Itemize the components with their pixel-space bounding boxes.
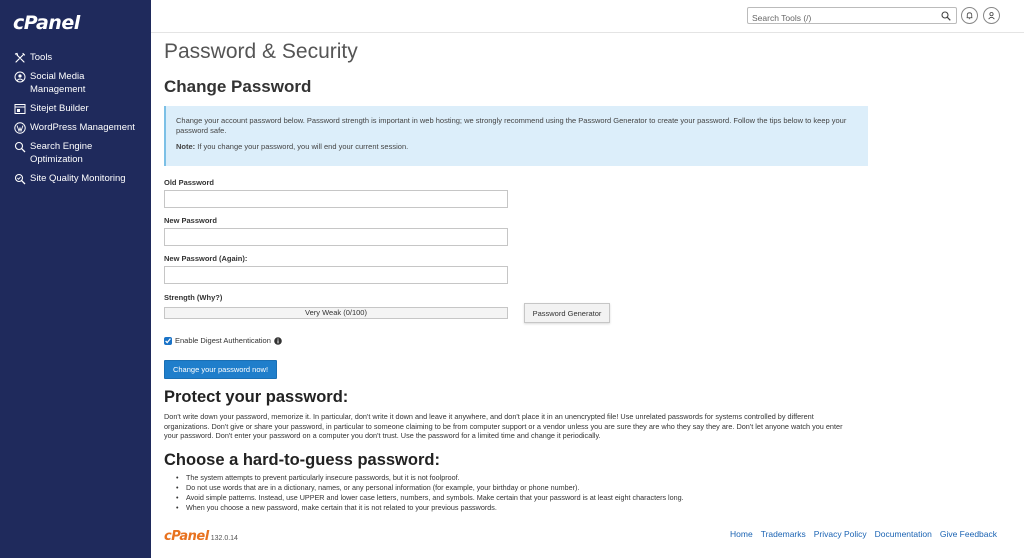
section-title: Change Password xyxy=(164,77,312,96)
user-icon xyxy=(987,11,996,20)
new-password-field[interactable] xyxy=(164,228,508,246)
footer-link-trademarks[interactable]: Trademarks xyxy=(760,529,806,539)
site-quality-icon xyxy=(14,173,26,185)
strength-meter xyxy=(164,307,508,319)
note-text: If you change your password, you will end your current session. xyxy=(195,142,409,151)
tools-icon xyxy=(14,52,26,64)
sidebar-item-seo[interactable] xyxy=(0,137,151,169)
sidebar-item-label: Tools xyxy=(30,52,53,63)
search-box xyxy=(747,7,957,24)
digest-auth-option xyxy=(164,336,282,345)
strength-label[interactable]: Strength (Why?) xyxy=(164,293,223,302)
sitejet-icon xyxy=(14,103,26,115)
choose-heading: Choose a hard-to-guess password: xyxy=(164,451,440,469)
tips-list xyxy=(176,473,866,513)
password-generator-button[interactable]: Password Generator xyxy=(524,303,610,323)
user-menu-button[interactable] xyxy=(983,7,1000,24)
footer-link-privacy-policy[interactable]: Privacy Policy xyxy=(813,529,867,539)
new-password-label: New Password xyxy=(164,216,217,225)
bell-icon xyxy=(965,11,974,20)
digest-auth-checkbox[interactable] xyxy=(164,337,172,345)
new-password-again-label: New Password (Again): xyxy=(164,254,248,263)
sidebar-item-social-media[interactable] xyxy=(0,67,151,99)
strength-text: Very Weak (0/100) xyxy=(305,308,367,317)
sidebar-item-sitejet[interactable] xyxy=(0,99,151,118)
version-number: 132.0.14 xyxy=(210,535,238,542)
sidebar-item-tools[interactable] xyxy=(0,48,151,67)
sidebar xyxy=(0,0,151,558)
sidebar-item-label: Social Media Management xyxy=(30,71,86,95)
footer-logo xyxy=(164,529,238,544)
change-password-button[interactable]: Change your password now! xyxy=(164,360,277,379)
page-title: Password & Security xyxy=(164,40,358,63)
info-note xyxy=(176,142,858,152)
sidebar-item-label: Search Engine Optimization xyxy=(30,141,93,165)
sidebar-item-site-quality[interactable] xyxy=(0,169,151,188)
protect-text: Don't write down your password, memorize it. In particular, don't write it down and leave it anywhere, and don't place it in an unencrypted file! Use unrelated passwords for systems controlled by different organizations. Don't give or share your password, in particular to someone claiming to be from computer support or a vendor unless you are sure they are who they say they are. Don't let anyone watch you enter your password. Don't enter your password on a computer you don't trust. Use the password for a limited time and change it periodically. xyxy=(164,412,843,440)
cpanel-logo[interactable]: cPanel xyxy=(13,12,80,34)
info-callout xyxy=(164,106,868,166)
list-item: • Do not use words that are in a dictionary, names, or any personal information (for example, your birthday or phone number). xyxy=(176,483,866,493)
footer-link-documentation[interactable]: Documentation xyxy=(874,529,932,539)
social-media-icon xyxy=(14,71,26,83)
search-icon[interactable] xyxy=(941,11,951,21)
list-item: • Avoid simple patterns. Instead, use UPPER and lower case letters, numbers, and symbols. Make certain that your password is at least eight characters long. xyxy=(176,493,866,503)
footer-brand[interactable]: cPanel xyxy=(164,529,209,544)
info-text: Change your account password below. Password strength is important in web hosting; we strongly recommend using the Password Generator to create your password. Follow the tips below to keep your password safe. xyxy=(176,116,847,135)
footer-link-give-feedback[interactable]: Give Feedback xyxy=(939,529,997,539)
wordpress-icon xyxy=(14,122,26,134)
sidebar-item-wordpress[interactable] xyxy=(0,118,151,137)
new-password-again-field[interactable] xyxy=(164,266,508,284)
protect-heading: Protect your password: xyxy=(164,388,349,406)
note-label: Note: xyxy=(176,142,196,151)
info-icon[interactable] xyxy=(274,337,282,345)
footer-link-home[interactable]: Home xyxy=(730,529,753,539)
search-input[interactable] xyxy=(748,11,933,26)
notifications-button[interactable] xyxy=(961,7,978,24)
sidebar-nav xyxy=(0,48,151,188)
sidebar-item-label: WordPress Management xyxy=(30,122,135,133)
top-bar xyxy=(151,0,1024,33)
old-password-field[interactable] xyxy=(164,190,508,208)
list-item: • When you choose a new password, make certain that it is not related to your previous passwords. xyxy=(176,503,866,513)
footer-links xyxy=(722,529,997,539)
seo-icon xyxy=(14,141,26,153)
list-item: • The system attempts to prevent particularly insecure passwords, but it is not foolproof. xyxy=(176,473,866,483)
digest-auth-label: Enable Digest Authentication xyxy=(175,336,271,345)
old-password-label: Old Password xyxy=(164,178,215,187)
sidebar-item-label: Site Quality Monitoring xyxy=(30,173,126,184)
sidebar-item-label: Sitejet Builder xyxy=(30,103,89,114)
